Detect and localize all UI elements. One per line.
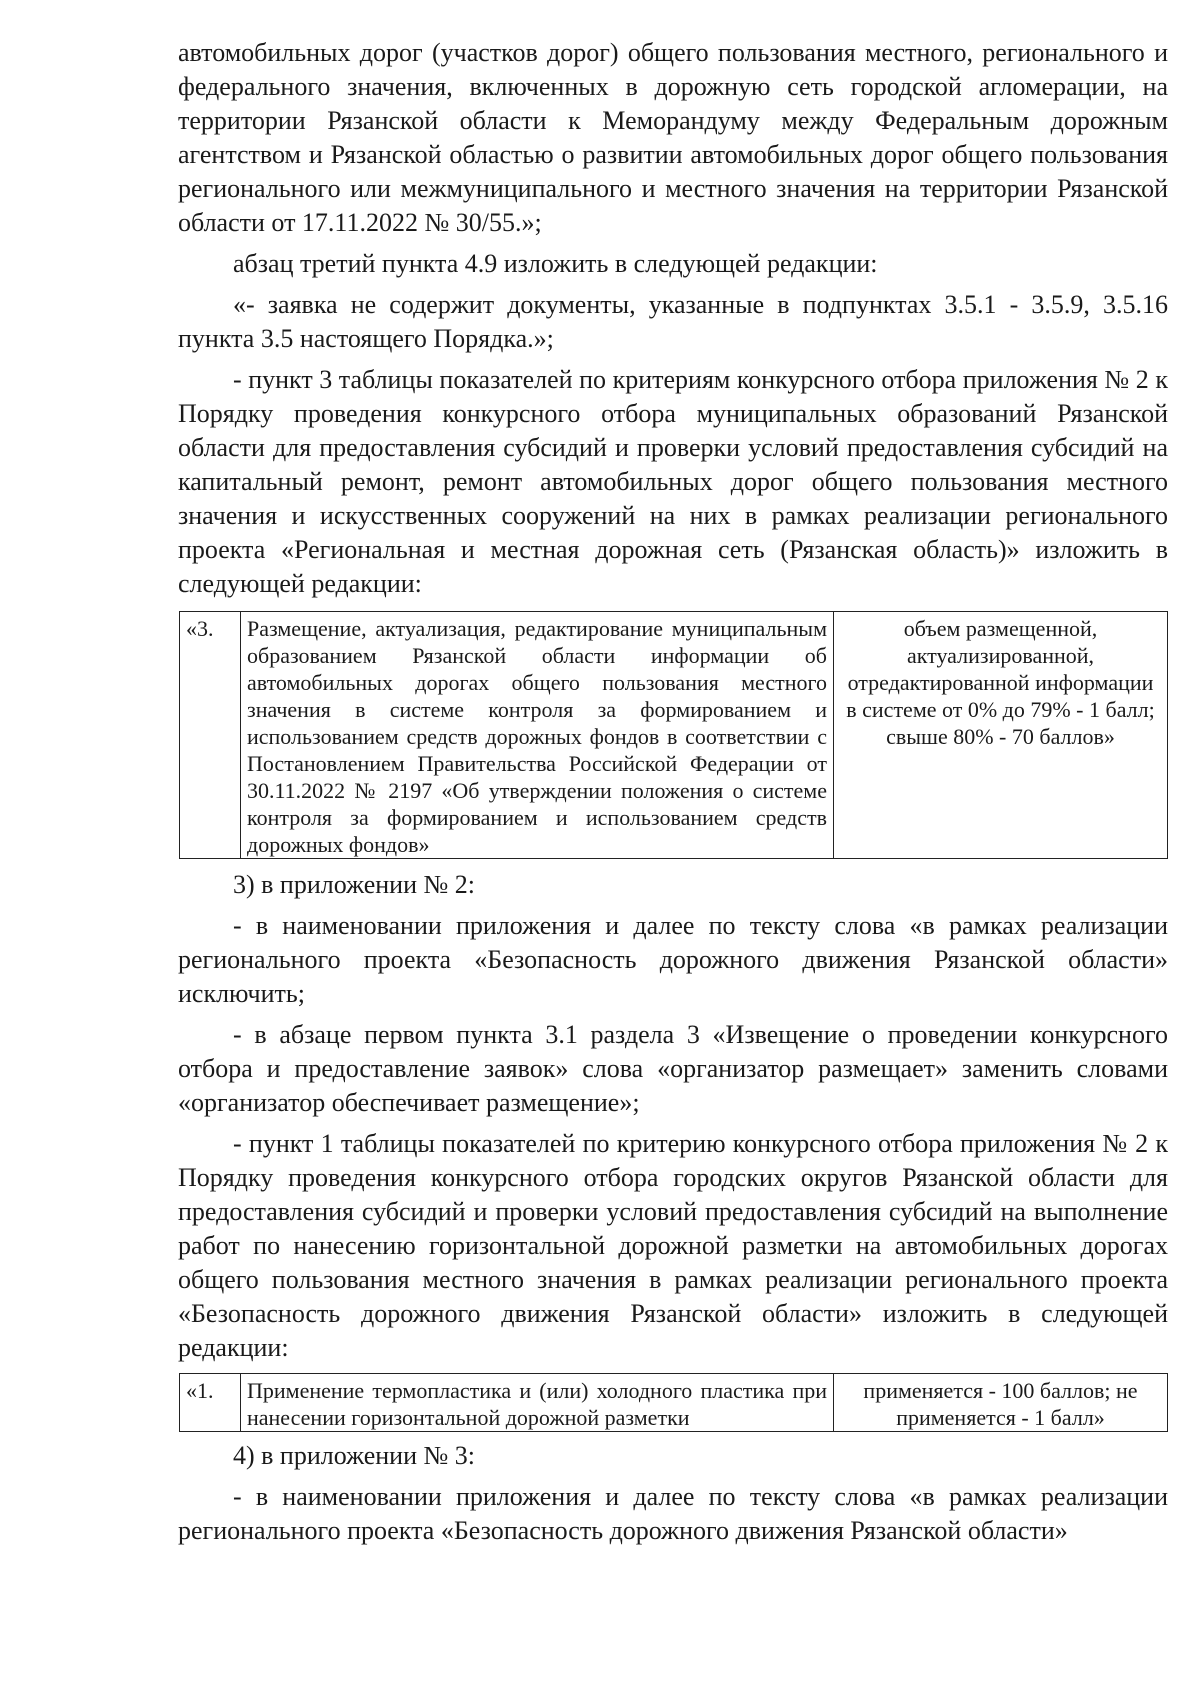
- table-row: [180, 612, 1168, 859]
- paragraph-paragraph-4-9: абзац третий пункта 4.9 изложить в следующей редакции:: [233, 249, 878, 278]
- table-cell-number: «3.: [180, 612, 241, 859]
- paragraph-section-3-1: - в абзаце первом пункта 3.1 раздела 3 «Извещение о проведении конкурсного отбора и предоставление заявок» слова «организатор размещает» заменить словами «организатор обеспечивает размещение»;: [178, 1020, 1168, 1117]
- table-cell-criterion: Размещение, актуализация, редактирование муниципальным образованием Рязанской области информации об автомобильных дорогах общего пользования местного значения в системе контроля за формированием и использованием средств дорожных фондов в соответствии с Постановлением Правительства Российской Федерации от 30.11.2022 № 2197 «Об утверждении положения о системе контроля за формированием и использованием средств дорожных фондов»: [241, 612, 834, 859]
- paragraph-annex-3: 4) в приложении № 3:: [233, 1441, 476, 1470]
- paragraph-annex-2: 3) в приложении № 2:: [233, 870, 476, 899]
- document-page: [178, 36, 1168, 1548]
- table-cell-criterion: Применение термопластика и (или) холодного пластика при нанесении горизонтальной дорожной разметки: [241, 1374, 834, 1432]
- paragraph-road-network: автомобильных дорог (участков дорог) общего пользования местного, регионального и федерального значения, включенных в дорожную сеть городской агломерации, на территории Рязанской области к Меморандуму между Федеральным дорожным агентством и Рязанской областью о развитии автомобильных дорог общего пользования регионального или межмуниципального и местного значения на территории Рязанской области от 17.11.2022 № 30/55.»;: [178, 38, 1168, 237]
- table-cell-score: объем размещенной, актуализированной, отредактированной информации в системе от 0% до 79% - 1 балл; свыше 80% - 70 баллов»: [834, 612, 1168, 859]
- paragraph-table-item-1: - пункт 1 таблицы показателей по критерию конкурсного отбора приложения № 2 к Порядку проведения конкурсного отбора городских округов Рязанской области для предоставления субсидий и проверки условий предоставления субсидий на выполнение работ по нанесению горизонтальной дорожной разметки на автомобильных дорогах общего пользования местного значения в рамках реализации регионального проекта «Безопасность дорожного движения Рязанской области» изложить в следующей редакции:: [178, 1129, 1168, 1362]
- paragraph-annex-3-name-change: - в наименовании приложения и далее по тексту слова «в рамках реализации регионального проекта «Безопасность дорожного движения Рязанской области»: [178, 1482, 1168, 1545]
- table-cell-number: «1.: [180, 1374, 241, 1432]
- criteria-table-1: [179, 611, 1168, 859]
- paragraph-application-documents: «- заявка не содержит документы, указанные в подпунктах 3.5.1 - 3.5.9, 3.5.16 пункта 3.5 настоящего Порядка.»;: [178, 290, 1168, 353]
- table-cell-score: применяется - 100 баллов; не применяется - 1 балл»: [834, 1374, 1168, 1432]
- paragraph-annex-name-change: - в наименовании приложения и далее по тексту слова «в рамках реализации регионального проекта «Безопасность дорожного движения Рязанской области» исключить;: [178, 911, 1168, 1008]
- criteria-table-2: [179, 1373, 1168, 1432]
- paragraph-table-item-3: - пункт 3 таблицы показателей по критериям конкурсного отбора приложения № 2 к Порядку проведения конкурсного отбора муниципальных образований Рязанской области для предоставления субсидий и проверки условий предоставления субсидий на капитальный ремонт, ремонт автомобильных дорог общего пользования местного значения и искусственных сооружений на них в рамках реализации регионального проекта «Региональная и местная дорожная сеть (Рязанская область)» изложить в следующей редакции:: [178, 365, 1168, 598]
- table-row: [180, 1374, 1168, 1432]
